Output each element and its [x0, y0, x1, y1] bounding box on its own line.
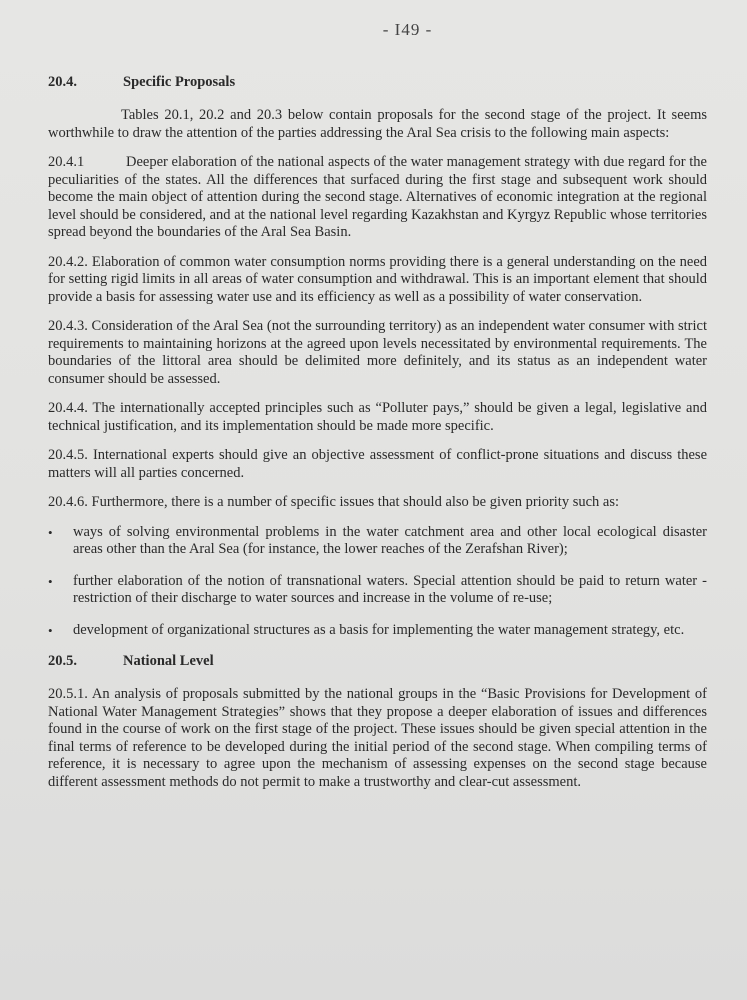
paragraph-20-4-3: 20.4.3. Consideration of the Aral Sea (not the surrounding territory) as an independent water consumer with strict requirements to maintaining horizons at the agreed upon levels necessitated by environmental requirements. The boundaries of the littoral area should be delimited more definitely, and its status as an independent water consumer should be assessed.: [48, 318, 707, 387]
bullet-icon: •: [48, 622, 53, 638]
list-item-text: ways of solving environmental problems in the water catchment area and other local ecological disaster areas other than the Aral Sea (for instance, the lower reaches of the Zerafshan River);: [73, 523, 707, 557]
bullet-icon: •: [48, 573, 53, 589]
paragraph-text: Deeper elaboration of the national aspects of the water management strategy with due regard for the peculiarities of the states. All the differences that surfaced during the first stage and subsequent work should become the main object of attention during the second stage. Alternatives of economic integration at the regional level should be considered, and at the national level regarding Kazakhstan and Kyrgyz Republic whose territories spread beyond the boundaries of the Aral Sea Basin.: [48, 154, 707, 240]
paragraph-20-4-1: [48, 154, 707, 242]
section-heading-20-4: [48, 74, 707, 91]
page-number: - I49 -: [382, 20, 433, 39]
paragraph-20-4-2: 20.4.2. Elaboration of common water consumption norms providing there is a general understanding on the need for setting rigid limits in all areas of water consumption and withdrawal. This is an important element that should provide a basis for assessing water use and its efficiency as well as a possibility of water conservation.: [48, 253, 707, 305]
bullet-icon: •: [48, 524, 53, 540]
list-item-text: further elaboration of the notion of transnational waters. Special attention should be paid to return water - restriction of their discharge to water sources and increase in the volume of re-use;: [73, 572, 707, 606]
paragraph-20-4-5: 20.4.5. International experts should give an objective assessment of conflict-prone situations and discuss these matters will all parties concerned.: [48, 447, 707, 481]
paragraph-number: 20.4.1: [48, 154, 85, 170]
intro-paragraph: Tables 20.1, 20.2 and 20.3 below contain proposals for the second stage of the project. It seems worthwhile to draw the attention of the parties addressing the Aral Sea crisis to the following main aspects:: [48, 107, 707, 141]
section-heading-20-5: [48, 653, 707, 670]
list-item: [48, 622, 707, 640]
list-item: [48, 573, 707, 608]
paragraph-20-4-4: 20.4.4. The internationally accepted principles such as “Polluter pays,” should be given a legal, legislative and technical justification, and its implementation should be made more specific.: [48, 400, 707, 434]
bullet-list: [48, 524, 707, 640]
list-item: [48, 524, 707, 559]
paragraph-20-4-6: 20.4.6. Furthermore, there is a number of specific issues that should also be given priority such as:: [48, 494, 620, 510]
section-number: 20.4.: [48, 74, 77, 90]
section-title: National Level: [123, 653, 214, 669]
section-title: Specific Proposals: [123, 74, 236, 90]
paragraph-20-5-1: 20.5.1. An analysis of proposals submitted by the national groups in the “Basic Provisions for Development of National Water Management Strategies” shows that they propose a deeper elaboration of issues and differences found in the course of work on the first stage of the project. These issues should be given special attention in the final terms of reference to be developed during the initial period of the second stage. When compiling terms of reference, it is necessary to agree upon the mechanism of assessing expenses on the second stage because different assessment methods do not permit to make a trustworthy and clear-cut assessment.: [48, 686, 707, 790]
list-item-text: development of organizational structures as a basis for implementing the water management strategy, etc.: [73, 621, 685, 638]
section-number: 20.5.: [48, 653, 77, 669]
